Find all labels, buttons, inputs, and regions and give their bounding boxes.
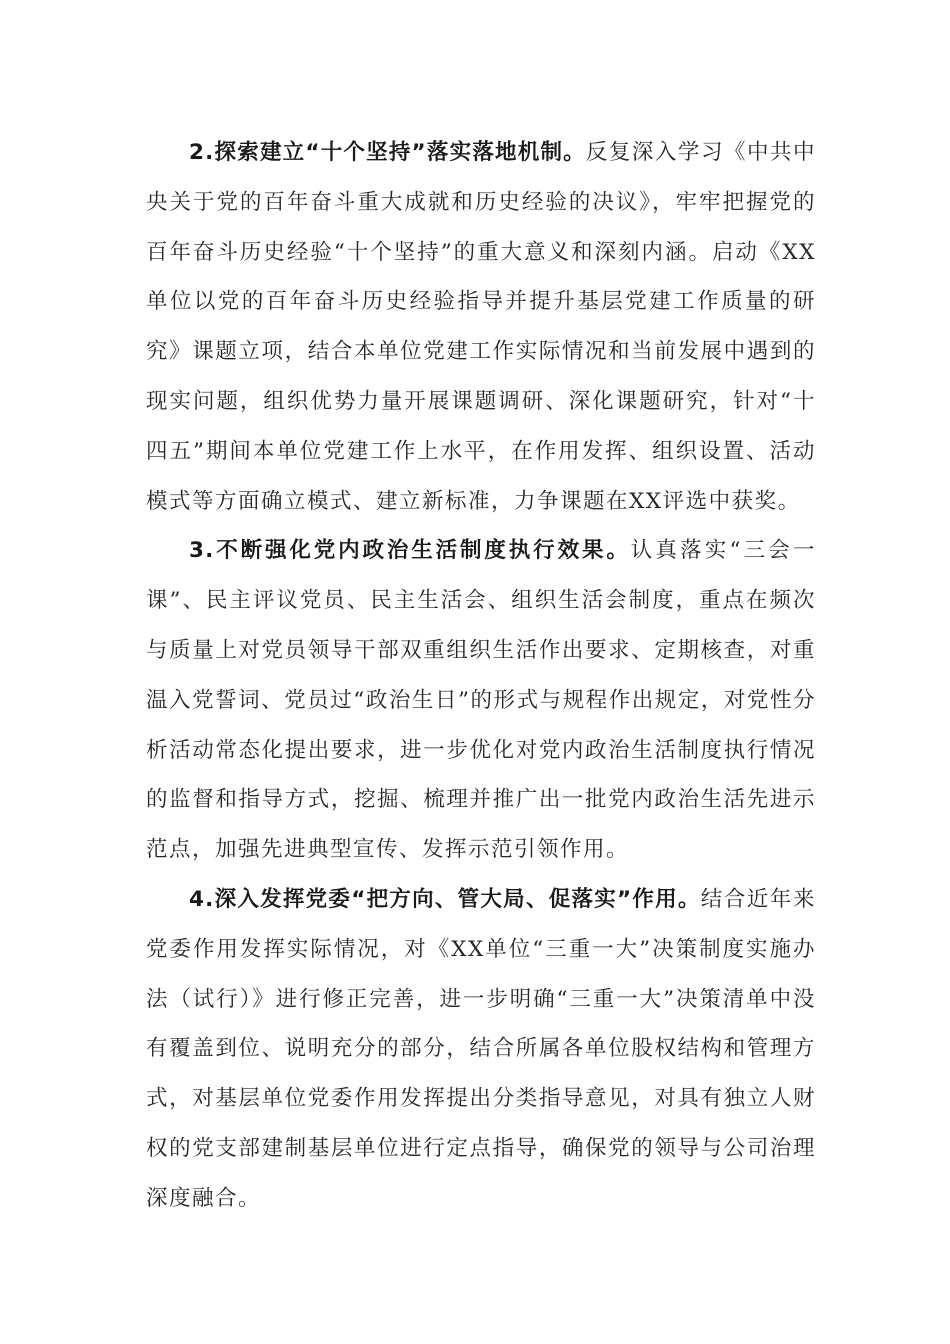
paragraph-text: 反复深入学习《中共中央关于党的百年奋斗重大成就和历史经验的决议》，牢牢把握党的百年奋斗历史经验“十个坚持”的重大意义和深刻内涵。启动《XX单位以党的百年奋斗历史经验指导并提升基层党建工作质量的研究》课题立项，结合本单位党建工作实际情况和当前发展中遇到的现实问题，组织优势力量开展课题调研、深化课题研究，针对“十四五”期间本单位党建工作上水平，在作用发挥、组织设置、活动模式等方面确立模式、建立新标准，力争课题在XX评选中获奖。 — [146, 140, 816, 514]
paragraph-heading: 2.探索建立“十个坚持”落实落地机制。 — [189, 140, 586, 165]
paragraph-heading: 3.不断强化党内政治生活制度执行效果。 — [189, 538, 631, 564]
paragraph-text: 结合近年来党委作用发挥实际情况，对《XX单位“三重一大”决策制度实施办法（试行）》进行修正完善，进一步明确“三重一大”决策清单中没有覆盖到位、说明充分的部分，结合所属各单位股权结构和管理方式，对基层单位党委作用发挥提出分类指导意见，对具有独立人财权的党支部建制基层单位进行定点指导，确保党的领导与公司治理深度融合。 — [146, 886, 816, 1211]
paragraph-political-life — [146, 526, 816, 875]
paragraph-text: 认真落实“三会一课”、民主评议党员、民主生活会、组织生活会制度，重点在频次与质量上对党员领导干部双重组织生活作出要求、定期核查，对重温入党誓词、党员过“政治生日”的形式与规程作出规定，对党性分析活动常态化提出要求，进一步优化对党内政治生活制度执行情况的监督和指导方式，挖掘、梳理并推广出一批党内政治生活先进示范点，加强先进典型宣传、发挥示范引领作用。 — [146, 538, 816, 863]
paragraph-heading: 4.深入发挥党委“把方向、管大局、促落实”作用。 — [189, 886, 701, 912]
paragraph-party-committee — [146, 875, 816, 1224]
paragraph-mechanism — [146, 128, 816, 526]
document-body — [146, 128, 816, 1224]
